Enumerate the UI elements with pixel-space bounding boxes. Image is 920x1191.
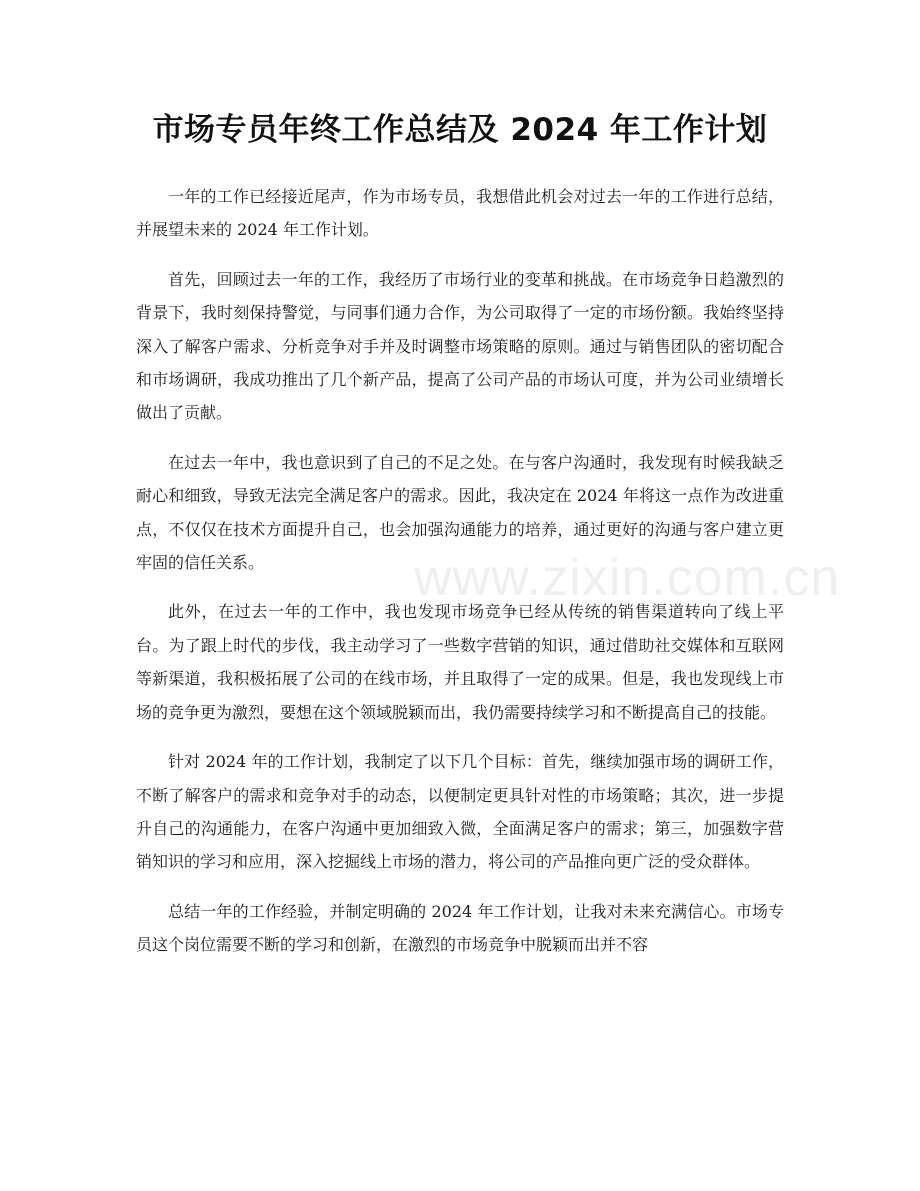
paragraph-plan-2024: 针对 2024 年的工作计划，我制定了以下几个目标：首先，继续加强市场的调研工作，不断了解客户的需求和竞争对手的动态，以便制定更具针对性的市场策略；其次，进一步提升自己的沟通能力，在客户沟通中更加细致入微，全面满足客户的需求；第三，加强数字营销知识的学习和应用，深入挖掘线上市场的潜力，将公司的产品推向更广泛的受众群体。 bbox=[136, 752, 784, 872]
document-title: 市场专员年终工作总结及 2024 年工作计划 bbox=[152, 112, 768, 148]
paragraph-conclusion: 总结一年的工作经验，并制定明确的 2024 年工作计划，让我对未来充满信心。市场专员这个岗位需要不断的学习和创新，在激烈的市场竞争中脱颖而出并不容 bbox=[136, 901, 784, 955]
watermark: www.zixin.com.cn bbox=[414, 549, 841, 607]
paragraph-online-market: 此外，在过去一年的工作中，我也发现市场竞争已经从传统的销售渠道转向了线上平台。为了跟上时代的步伐，我主动学习了一些数字营销的知识，通过借助社交媒体和互联网等新渠道，我积极拓展了公司的在线市场，并且取得了一定的成果。但是，我也发现线上市场的竞争更为激烈，要想在这个领域脱颖而出，我仍需要持续学习和不断提高自己的技能。 bbox=[136, 602, 784, 722]
paragraph-review: 首先，回顾过去一年的工作，我经历了市场行业的变革和挑战。在市场竞争日趋激烈的背景下，我时刻保持警觉，与同事们通力合作，为公司取得了一定的市场份额。我始终坚持深入了解客户需求、分析竞争对手并及时调整市场策略的原则。通过与销售团队的密切配合和市场调研，我成功推出了几个新产品，提高了公司产品的市场认可度，并为公司业绩增长做出了贡献。 bbox=[136, 269, 784, 423]
document-body bbox=[136, 180, 784, 978]
paragraph-intro: 一年的工作已经接近尾声，作为市场专员，我想借此机会对过去一年的工作进行总结，并展望未来的 2024 年工作计划。 bbox=[136, 187, 784, 240]
paragraph-shortcomings: 在过去一年中，我也意识到了自己的不足之处。在与客户沟通时，我发现有时候我缺乏耐心和细致，导致无法完全满足客户的需求。因此，我决定在 2024 年将这一点作为改进重点，不仅仅在技术方面提升自己，也会加强沟通能力的培养，通过更好的沟通与客户建立更牢固的信任关系。 bbox=[136, 452, 784, 573]
